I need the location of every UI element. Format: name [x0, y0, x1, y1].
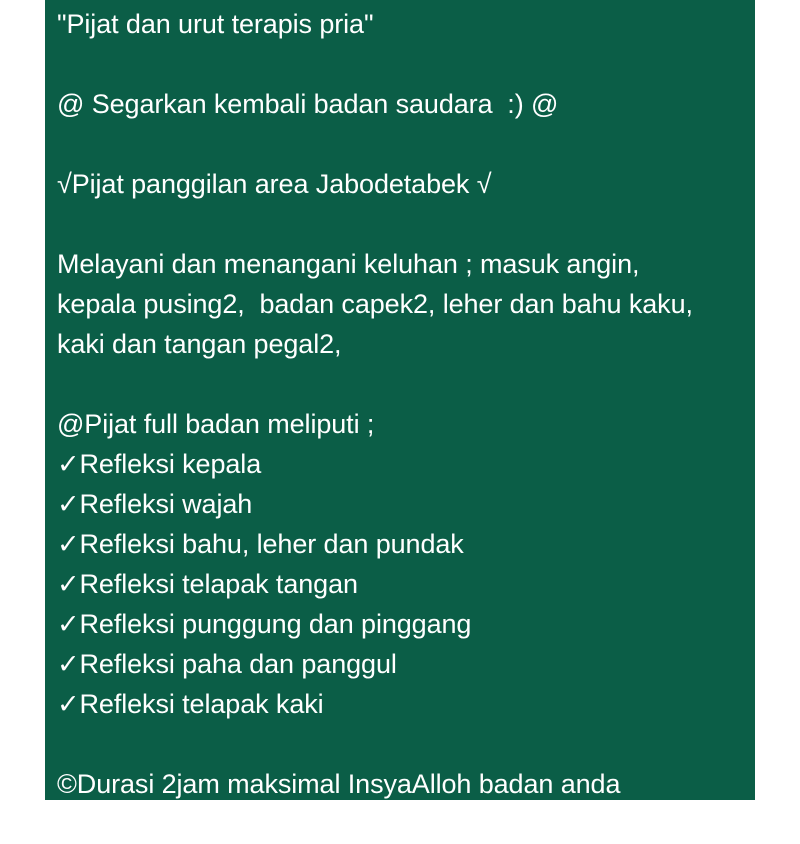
complaints-line: kaki dan tangan pegal2,: [57, 329, 342, 359]
blank-line: [57, 44, 755, 84]
reflexology-item: ✓Refleksi telapak kaki: [57, 689, 324, 719]
reflexology-item: ✓Refleksi paha dan panggul: [57, 649, 397, 679]
duration-line: kembali sehat dan bugar: [57, 809, 351, 839]
reflexology-item: ✓Refleksi punggung dan pinggang: [57, 609, 472, 639]
reflexology-item: ✓Refleksi bahu, leher dan pundak: [57, 529, 464, 559]
message-tagline: @ Segarkan kembali badan saudara :) @: [57, 89, 559, 119]
blank-line: [57, 204, 755, 244]
complaints-line: kepala pusing2, badan capek2, leher dan bahu kaku,: [57, 289, 693, 319]
message-panel: [45, 0, 755, 839]
reflexology-item: ✓Refleksi kepala: [57, 449, 262, 479]
reflexology-item: ✓Refleksi telapak tangan: [57, 569, 358, 599]
reflexology-item: ✓Refleksi wajah: [57, 489, 253, 519]
complaints-line: Melayani dan menangani keluhan ; masuk angin,: [57, 249, 640, 279]
duration-line: ©Durasi 2jam maksimal InsyaAlloh badan anda: [57, 769, 621, 799]
blank-line: [57, 364, 755, 404]
full-body-heading: @Pijat full badan meliputi ;: [57, 409, 375, 439]
service-area-line: √Pijat panggilan area Jabodetabek √: [57, 169, 492, 199]
blank-line: [57, 124, 755, 164]
message-title: "Pijat dan urut terapis pria": [57, 9, 374, 39]
blank-line: [57, 724, 755, 764]
